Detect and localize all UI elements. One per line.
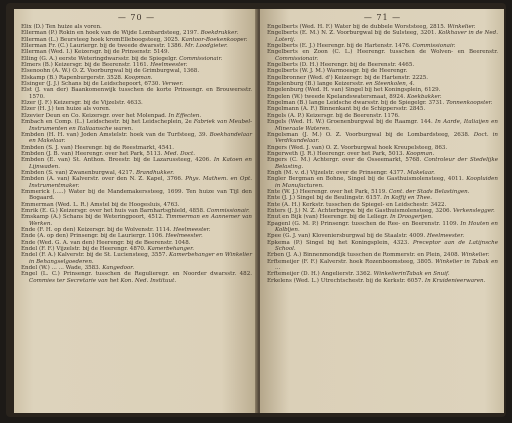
entry-text: Enters (J. J.) N. Z. Achterburgw. bij de Gasthuismolensteeg, 3206. bbox=[267, 207, 452, 214]
left-page bbox=[14, 9, 258, 413]
entry-text: Embden (S. J. van) Heerengr. bij de Reestmarkt, 4541. bbox=[21, 144, 175, 151]
directory-entry bbox=[267, 119, 498, 132]
entry-occupation: Brandhukker. bbox=[135, 169, 175, 176]
entry-occupation: Verwer. bbox=[162, 81, 184, 88]
entry-text: Ente (W. J.) Heerengr. over het Park, 5119. bbox=[267, 188, 388, 195]
directory-entries bbox=[21, 24, 252, 284]
open-book bbox=[6, 3, 506, 417]
right-page bbox=[260, 9, 504, 413]
entry-text: Epkema (P.) Singel bij het Koningsplein, 4323. bbox=[267, 239, 410, 246]
entry-text: Elst (J. van der) Baankomenwijk tusschen de korte Prinsengr. en Brouwersstr. 1570. bbox=[21, 87, 252, 100]
directory-entry bbox=[21, 252, 252, 265]
entry-text: Elsinger (J. J.) Schans bij de Leidschepoort, 6730. bbox=[21, 81, 161, 88]
entry-occupation: Doct. in Verdikundelaar. bbox=[275, 131, 498, 145]
page-number: — 70 — bbox=[117, 13, 156, 22]
entry-occupation: Tonnenkoopster. bbox=[446, 100, 493, 107]
page-number: — 71 — bbox=[363, 13, 402, 22]
entry-occupation: In Katoen en Lijnwaden. bbox=[29, 157, 252, 170]
entry-text: Embden (S. van) Zwanenburgwal, 4217. bbox=[21, 169, 135, 176]
entry-occupation: Controleur der Stedelijke Belasting. bbox=[275, 157, 499, 170]
entry-text: Engelenburg (Wed. H. van) Singel bij het Koningsplein, 6129. bbox=[267, 87, 441, 94]
entry-text: Engerweth (J. R.) Heerengr. over het Park, 5013. bbox=[267, 150, 405, 157]
entry-text: Erftemeijer (D. H.) Angelierstr. 3362. bbox=[267, 271, 372, 278]
entry-text: Engelman (B.) lange Leidsche dwarsstr. bij de Spiegelgr. 3731. bbox=[267, 100, 445, 107]
directory-entry bbox=[21, 119, 252, 132]
entry-text: Elzer (J. F.) Keizersgr. bij de Vijzelstr. 4633. bbox=[21, 100, 143, 107]
entry-occupation: Koopman. bbox=[124, 74, 153, 81]
entry-text: Elmers (B.) Keizersgr. bij de Beerenstr. 1161. bbox=[21, 62, 149, 69]
directory-entry bbox=[267, 278, 498, 284]
entry-text: Epagenl (G. M. P.) Prinsengr. tusschen de Ree- en Beerenstr. 1109. bbox=[267, 220, 459, 227]
entry-text: Endel (F. A.) Kalverstr. bij de St. Luciensteeg, 3557. bbox=[21, 252, 168, 259]
entry-occupation: Kamerbehanger. bbox=[147, 246, 195, 253]
entry-occupation: In Kruidenieerwaren. bbox=[424, 277, 486, 284]
entry-occupation: Heelmeester. bbox=[426, 233, 465, 240]
entry-text: Engels (A. P.) Keizersgr. bij de Beerenstr. 1176. bbox=[267, 112, 400, 119]
entry-text: Elskamp (B.) Rapenburgerstr. 3528. bbox=[21, 74, 123, 81]
entry-text: Epee (G. J. van) Kloveniersburgwal bij de Staalstr. 4009. bbox=[267, 233, 426, 240]
entry-occupation: Verkenslegger. bbox=[453, 207, 495, 214]
entry-text: Erftemeijer (F. F.) Kalverstr. hoek Rozenboomsteeg, 3805. bbox=[267, 258, 433, 265]
entry-text: Engelen (W.) tweede Kpelandswatersmaat, 8924. bbox=[267, 93, 406, 100]
directory-entry bbox=[267, 49, 498, 62]
entry-text: Ende (A. op den) Prinsengr. bij de Lauriergr. 1106. bbox=[21, 233, 164, 240]
entry-text: Embden (A. van) Kalverstr. over den N. Z. Kapel, 3766. bbox=[21, 176, 183, 183]
entry-text: Embach en Comp. (L.) Leidschestr. bij het Leidscheplein, 2e bbox=[21, 119, 192, 126]
directory-entry bbox=[267, 259, 498, 272]
entry-occupation: Fabriek van Meubel-Instrumenten en Italiaansche waren. bbox=[29, 119, 252, 132]
directory-entry bbox=[267, 132, 498, 145]
entry-text: Engelberts (Wed. H. F.) Water bij de dubbele Worststeeg, 2815. bbox=[267, 24, 446, 30]
entry-text: Engelbronner (Wed. d') Keizersgr. bij de Hartenstr. 2225. bbox=[267, 74, 429, 81]
entry-occupation: Koopluiden in Manufacturen. bbox=[275, 176, 498, 189]
entry-occupation: Koopman. bbox=[406, 150, 435, 157]
entry-occupation: Heelmeester. bbox=[165, 233, 203, 240]
entry-occupation: Preceptor aan de Latijnsche School. bbox=[275, 239, 499, 253]
entry-occupation: In Houten en Kolbljen. bbox=[275, 220, 499, 233]
entry-text: Emrik (E. G.) Keizersgr. over het huis van Barnhartsghield, 4858. bbox=[21, 207, 205, 214]
entry-text: Engelberts (E. M.) N. Z. Voorburgwal bij de Sulsteeg, 3201. bbox=[267, 30, 437, 37]
entry-text: Emmerick (.....) Water bij de Mandemakerssteeg, 1699. Ten huize van Tijl den Bogaard. bbox=[21, 188, 252, 202]
entry-occupation: In Aarde, Italiaijen en Mineraale Wateren. bbox=[275, 119, 498, 132]
entry-text: Ellerman (P.) Rokin en hoek van de Wijde Lombardsteeg, 2197. bbox=[21, 30, 199, 37]
entry-occupation: Cont. der Stads Belastingen. bbox=[388, 188, 470, 195]
entry-text: Engel (L. C.) Prinsengr. tusschen de Regulieregr. en Noorder dwarsstr. 482. bbox=[21, 271, 252, 278]
entry-text: Ellerman (L.) Beursteeg hoek kromElleboogsteeg, 3025. bbox=[21, 36, 180, 43]
entry-text: Engler Bergman en Bohne, Singel bij de Gasthuismolensteeg, 4011. bbox=[267, 176, 464, 183]
entry-text: Elzer (H. J.) ten huize als voren. bbox=[21, 106, 111, 113]
entry-text: Engelberts (D. H.) Heerengr. bij de Beerenstr. 4465. bbox=[267, 62, 415, 69]
entry-text: Ende (F. H. op den) Keizersgr. bij de Wolvenstr. 1114. bbox=[21, 227, 172, 233]
entry-occupation: Kolkhaver in de Ned. Loterij. bbox=[275, 30, 498, 43]
entry-occupation: Boekhandelaar en Makelaar. bbox=[29, 131, 252, 145]
entry-occupation: Timmerman en Aannemer van Werken. bbox=[29, 214, 252, 227]
entry-occupation: Winkelier. bbox=[461, 252, 490, 259]
entry-occupation: Commissionair. bbox=[275, 55, 319, 62]
entry-text: Engels (Wed. H. W.) Groenenburgwal bij de Raamgr. 144. bbox=[267, 119, 433, 126]
entry-occupation: In Effecten. bbox=[168, 112, 202, 119]
entry-occupation: Commissionair. bbox=[179, 55, 223, 62]
entry-text: Enut en Bijk (van) Heerengr. bij de Leliegr. bbox=[267, 214, 389, 221]
entry-occupation: Mr. Loodgieter. bbox=[184, 43, 228, 50]
entry-text: Elzevier Deun en Co. Keizersgr. over het Molenpad. bbox=[21, 112, 167, 119]
entry-text: Engers (Wed. J. van) O. Z. Voorburgwal hoek Kreupelsteeg, 863. bbox=[267, 144, 448, 151]
entry-occupation: WinkelierinTabak en Snuif. bbox=[373, 271, 450, 278]
entry-text: Elsenoohn (A. W.) O. Z. Voorburgwal bij de Grimburgwal, 1368. bbox=[21, 68, 200, 75]
entry-occupation: Kangedoor. bbox=[102, 265, 135, 272]
entry-text: Embden (J. B. van) Heerengr. over het Park, 5113. bbox=[21, 150, 163, 157]
entry-text: Emskamp (A.) Schans bij de Weteringpoort, 4512. bbox=[21, 214, 164, 221]
entry-text: Elix (D.) Ten huize als voren. bbox=[21, 24, 102, 30]
entry-text: Engelmann (A. F.) Binnenkant bij de Schippersstr. 2845. bbox=[267, 106, 426, 113]
entry-text: Erkelens (Wed. L.) Utrechtschestr. bij de Kerkstr. 6057. bbox=[267, 277, 424, 284]
entry-occupation: Med. Doct. bbox=[164, 150, 196, 157]
entry-text: Embden (H. H. van) Joden Amstelstr. hoek van de Turfsteeg, 39. bbox=[21, 131, 208, 138]
entry-occupation: Commissionair. bbox=[206, 207, 250, 214]
directory-entry bbox=[267, 30, 498, 43]
entry-text: Endel (W.) ... ... Wade, 3583. bbox=[21, 265, 101, 272]
directory-entry bbox=[21, 132, 252, 145]
entry-occupation: en Steenkolen, 4. bbox=[365, 81, 415, 88]
entry-text: Engelberts (E. J.) Heerengr. bij de Hartenstr. 1476. bbox=[267, 43, 411, 50]
entry-text: Engelenburg (B.) lange Keizersstr. bbox=[267, 81, 364, 88]
directory-entries bbox=[267, 24, 498, 284]
entry-occupation: Kamerbehanger en Winkelier in Behangselgoederen. bbox=[29, 252, 252, 265]
entry-text: Ente (A. H.) Kerkstr. tusschen de Spiegel- en Leidschestr. 3422. bbox=[267, 201, 447, 208]
entry-text: Engers (C. M.) Achtergr. over de Osseemarkt, 5768. bbox=[267, 157, 422, 164]
entry-text: Erben (J. A.) Binnenmondijk tusschen de Rommerstr. en Plein, 2408. bbox=[267, 252, 460, 259]
entry-occupation: Kantoor-Boekenkooper. bbox=[181, 36, 248, 43]
entry-occupation: Winkelier. bbox=[447, 24, 476, 30]
entry-text: Elling (G. A.) eerste Weteringdwarsstr. bij de Spiegelgr. bbox=[21, 55, 178, 62]
entry-text: Engh (M. v. d.) Vijzelstr. over de Prinsengr. 4377. bbox=[267, 169, 406, 176]
entry-occupation: Commissionair. bbox=[412, 43, 456, 50]
entry-occupation: Makelaar. bbox=[407, 169, 435, 176]
directory-entry bbox=[21, 87, 252, 100]
entry-occupation: Winkelier in Tabak en ... bbox=[275, 258, 498, 272]
entry-text: Engelberts (W. J. M.) Warmoesgr. bij de Heerengr. bbox=[267, 68, 408, 75]
directory-entry bbox=[21, 214, 252, 227]
entry-occupation: Commies ter Secretarie van het Kon. Ned. Instituut. bbox=[29, 277, 177, 284]
entry-text: Ellerman Fr. (C.) Lauriergr. bij de tweede dwarsstr. 1386. bbox=[21, 43, 183, 50]
directory-entry bbox=[267, 221, 498, 234]
directory-entry bbox=[21, 157, 252, 170]
entry-text: Ellerman (Wed. I.) Keizersgr. bij de Prinsenstr. 5149. bbox=[21, 49, 170, 56]
directory-entry bbox=[21, 176, 252, 189]
entry-occupation: Heelmeester. bbox=[150, 62, 188, 69]
entry-occupation: Heelmeester. bbox=[173, 227, 211, 233]
entry-occupation: Phys. Mathem. en Opt. Instrumentmaker. bbox=[29, 176, 252, 189]
directory-entry bbox=[267, 240, 498, 253]
entry-text: Endel (F. F.) Vijzelstr. bij de Heerengr. 4870. bbox=[21, 246, 146, 253]
entry-text: Engelsman (J. M.) O. Z. Voorburgwal bij de Lombardsteeg, 2638. bbox=[267, 131, 470, 138]
entry-text: Emmerman (Wed. L. R.) Amstel bij de Hoogesluis, 4763. bbox=[21, 201, 180, 208]
directory-entry bbox=[267, 157, 498, 170]
entry-occupation: In Droogerijen. bbox=[389, 214, 433, 221]
entry-text: Ente (J. J.) Singel bij de Beulingstr. 6157. bbox=[267, 195, 382, 202]
entry-text: Ende (Wed. G. A. van den) Heerengr. bij de Beerenstr. 1048. bbox=[21, 239, 191, 246]
directory-entry bbox=[267, 176, 498, 189]
directory-entry bbox=[21, 189, 252, 202]
entry-occupation: In Koffij en Thee. bbox=[383, 195, 432, 202]
entry-occupation: Koekbakker. bbox=[406, 93, 442, 100]
entry-text: Engelberts en Zoon (C. L.) Heerengr. tusschen de Wolven- en Beerenstr. bbox=[267, 49, 498, 56]
entry-text: Embden (E. van) St. Anthon. Breestr. bij de Lazarussteeg, 4206. bbox=[21, 157, 211, 164]
directory-entry bbox=[21, 271, 252, 284]
entry-occupation: Boekdrukker. bbox=[200, 30, 239, 37]
